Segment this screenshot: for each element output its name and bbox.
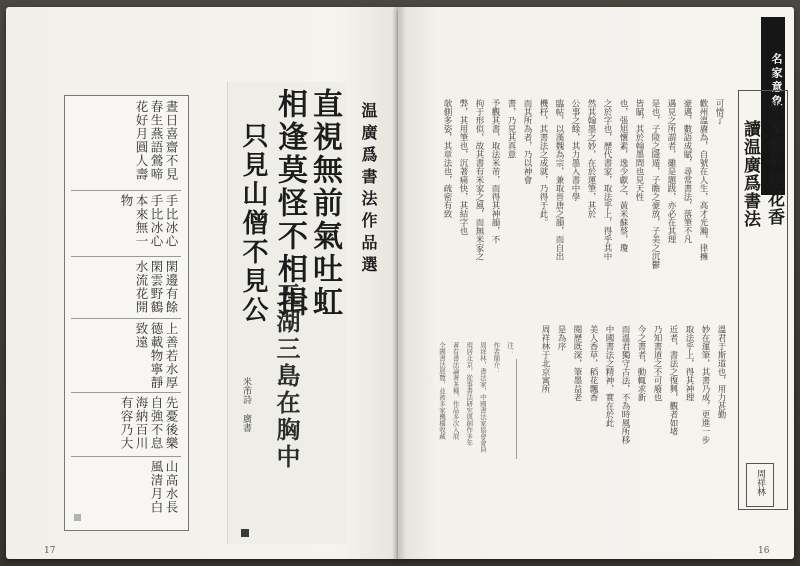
poem-line: 相逢莫怪不相揖 [272, 88, 307, 319]
text-column: 是也，子陵之隱遁，子瞻之豪放，子美之沉鬱 [650, 99, 660, 269]
text-column: 拘于形似，故其書有米家之風，而無米家之 [474, 99, 484, 261]
page-number: 16 [758, 546, 770, 556]
calligraphy-text: 先憂後樂自強不息海納百川有容乃大 [119, 396, 179, 450]
text-column: 弊，其用筆也，沉著痛快，其結字也 [458, 99, 468, 235]
calligraphy-row [71, 194, 181, 257]
text-column: 也，張旭懷素，逸少獻之，黃米蘇蔡，瓊 [618, 99, 628, 252]
notes-divider [516, 359, 517, 459]
works-selection-title: 温廣爲書法作品選 [359, 102, 378, 278]
text-column: 是為序 [556, 325, 566, 351]
article-title: 米家船外稻花香 [764, 100, 784, 226]
poem-line: 直視無前氣吐虹 [307, 88, 342, 319]
text-column: 予觀其書，取法米芾，而得其神韻，不 [490, 99, 500, 244]
author-notes [408, 342, 514, 478]
calligraphy-text: 上善若水厚德載物寧靜致遠 [134, 322, 179, 390]
text-column: 溫君于斯道也，用力甚勤 [716, 325, 726, 419]
calligraphy-row [71, 322, 181, 393]
left-page [6, 7, 398, 559]
text-column: 可惜了 [714, 99, 724, 125]
text-column: 近者，書法之復興，觀者如堵 [668, 325, 678, 436]
article-body-upper [442, 99, 724, 319]
artist-signature: 米芾詩 廣書 [241, 377, 251, 432]
text-column: 公事之餘，其力墨入書中學 [570, 99, 580, 201]
text-column: 取法乎上，得其神理 [684, 325, 694, 402]
note-line: 全國書法展覽，並被多家機構收藏 [438, 342, 447, 440]
text-column: 欹側多姿，其章法也，疏密有致 [442, 99, 452, 218]
calligraphy-text: 山高水長風清月白 [149, 460, 179, 514]
text-column: 而其所為者，乃以神會 [522, 99, 532, 184]
text-column: 美人香草，稻花飄香 [588, 325, 598, 402]
calligraphy-text: 閑邊有餘閑雲野鶴水流花開 [134, 260, 179, 314]
article-author: 周祥林 [755, 469, 765, 496]
text-column: 臨帖，以漢魏為宗，兼取晉唐之韻，而自出 [554, 99, 564, 261]
text-column: 書，乃見其真意 [506, 99, 516, 159]
text-column: 然其翰墨之妙，在於運筆，其於 [586, 99, 596, 218]
column-label: 名家意象 [770, 53, 783, 109]
poem-line: 五湖三島在胸中 [272, 282, 300, 471]
featured-calligraphy-work [227, 82, 346, 544]
text-column: 妙在運筆，其書乃成，更進一步 [700, 325, 710, 444]
seal-stamp [241, 529, 249, 537]
text-column: 今之書者，動輒求新 [636, 325, 646, 402]
page-number: 17 [44, 546, 56, 556]
text-column: 而溫君獨守古法，不為時風所移 [620, 325, 630, 444]
calligraphy-row [71, 100, 181, 191]
calligraphy-row [71, 396, 181, 457]
note-line: 注： [506, 342, 514, 355]
text-column: 之於字也，歷代書家，取法乎上，得乎其中 [602, 99, 612, 261]
seal-stamp [74, 514, 81, 521]
text-column: 歡州溫賡為，自號在人生，高才光瀚，律擁 [698, 99, 708, 261]
note-line: 著有書法論著多種，作品多次入展 [451, 342, 460, 440]
note-line: 周祥林，書法家，中國書法家協會會員 [478, 342, 487, 453]
text-column: 乃知書道之不可廢也 [652, 325, 662, 402]
right-page [398, 7, 794, 559]
text-column: 遇見之所謂者，雖是題跋，亦必在其理 [666, 99, 676, 244]
text-column: 周祥林于北京寓所 [540, 325, 550, 393]
text-column: 豪邁，數語成賦，尋常書法，落筆不凡 [682, 99, 692, 244]
text-column: 皆賦，其於翰墨間也見天性 [634, 99, 644, 201]
note-line: 作者簡介： [492, 342, 501, 375]
calligraphy-row [71, 460, 181, 524]
text-column: 中國書法之精神，實在於此 [604, 325, 614, 427]
article-body-lower [540, 325, 726, 503]
calligraphy-text: 晝日喜齋不見春生燕語鶯啼花好月圓人壽 [134, 100, 179, 181]
text-column: 機杼，其書法之成就，乃得于此。 [538, 99, 548, 227]
book-gutter [392, 7, 406, 559]
article-subtitle: 讀温廣爲書法 [740, 120, 760, 228]
calligraphy-text: 手比冰心手比冰心本來無一物 [119, 194, 179, 248]
calligraphy-panel [64, 95, 189, 531]
calligraphy-row [71, 260, 181, 319]
text-column: 閱歷既深，筆墨益老 [572, 325, 582, 402]
poem-line: 只見山僧不見公 [238, 122, 268, 325]
open-book [6, 7, 794, 559]
note-line: 現居北京，從事書法研究與創作多年 [465, 342, 474, 446]
